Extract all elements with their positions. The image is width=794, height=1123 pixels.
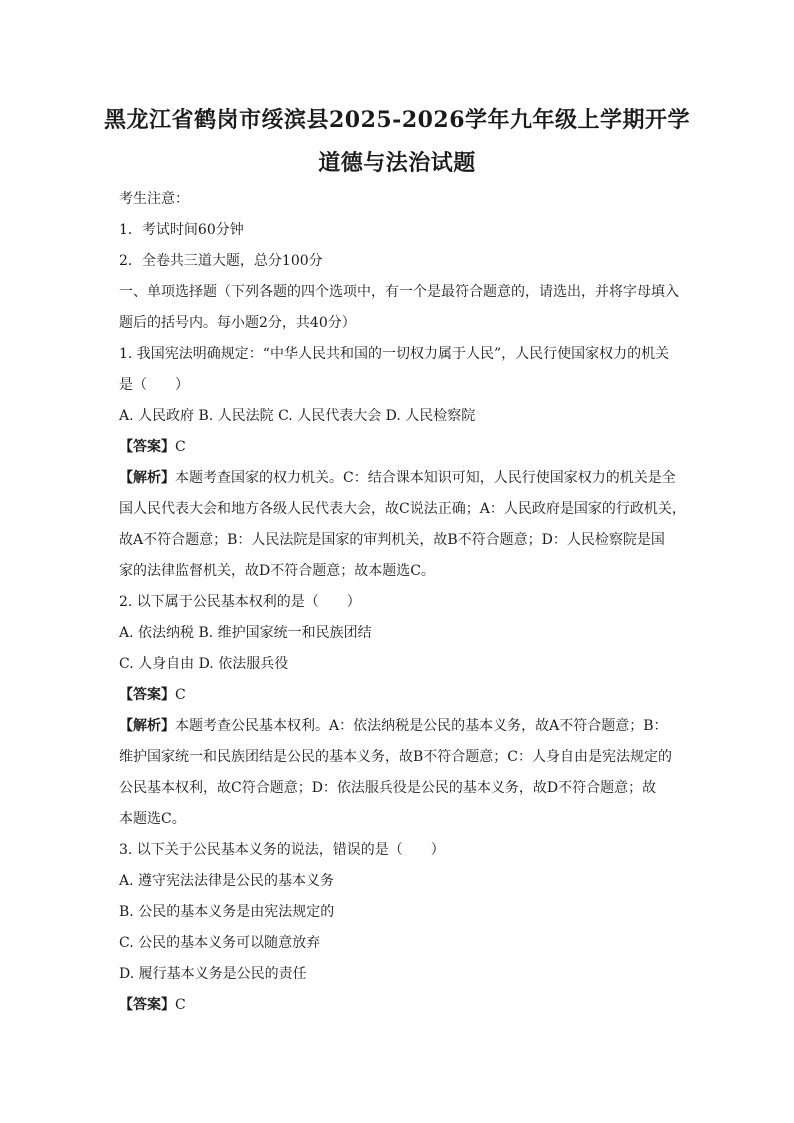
section1-instruction-line2: 题后的括号内。每小题2分，共40分）: [119, 315, 356, 331]
q3-answer-tag: 【答案】: [119, 997, 175, 1013]
q2-analysis-tag: 【解析】: [119, 718, 175, 734]
q1-analysis-line1: [119, 463, 679, 494]
section1-instruction-line1: 一、单项选择题（下列各题的四个选项中，有一个是最符合题意的，请选出，并将字母填入: [119, 284, 679, 300]
q1-stem-line2: 是（ ）: [119, 377, 189, 393]
q2-analysis-line2: 维护国家统一和民族团结是公民的基本义务，故B不符合题意；C：人身自由是宪法规定的: [119, 749, 672, 765]
q1-analysis-line2: 国人民代表大会和地方各级人民代表大会，故C说法正确；A：人民政府是国家的行政机关，: [119, 501, 686, 517]
q1-answer-tag: 【答案】: [119, 439, 175, 455]
notice-item-2: 2．全卷共三道大题，总分100分: [119, 253, 323, 269]
q3-answer-value: C: [175, 997, 186, 1013]
document-title-line1: 黑龙江省鹤岗市绥滨县2025-2026学年九年级上学期开学: [103, 107, 691, 133]
q3-option-d: D. 履行基本义务是公民的责任: [119, 966, 307, 982]
document-body: [119, 184, 686, 1021]
q1-options: A. 人民政府 B. 人民法院 C. 人民代表大会 D. 人民检察院: [119, 408, 476, 424]
q2-analysis-line3: 公民基本权利，故C符合题意；D：依法服兵役是公民的基本义务，故D不符合题意；故: [119, 780, 657, 796]
q1-answer: [119, 432, 679, 463]
document-title-line2: 道德与法治试题: [318, 150, 476, 176]
q1-analysis-line3: 故A不符合题意；B：人民法院是国家的审判机关，故B不符合题意；D：人民检察院是国: [119, 532, 665, 548]
q2-analysis-line1: [119, 711, 679, 742]
q3-option-a: A. 遵守宪法法律是公民的基本义务: [119, 873, 335, 889]
q2-analysis-line4: 本题选C。: [119, 811, 186, 827]
q3-option-b: B. 公民的基本义务是由宪法规定的: [119, 904, 335, 920]
q2-options-line2: C. 人身自由 D. 依法服兵役: [119, 656, 289, 672]
notice-item-1: 1．考试时间60分钟: [119, 222, 244, 238]
q2-answer-tag: 【答案】: [119, 687, 175, 703]
q1-analysis-tag: 【解析】: [119, 470, 175, 486]
q2-answer: [119, 680, 679, 711]
notice-heading: 考生注意：: [119, 191, 189, 207]
q2-analysis-text1: 本题考查公民基本权利。A：依法纳税是公民的基本义务，故A不符合题意；B：: [175, 718, 668, 734]
q1-stem-line1: 1. 我国宪法明确规定：“中华人民共和国的一切权力属于人民”，人民行使国家权力的机关: [119, 346, 670, 362]
q2-options-line1: A. 依法纳税 B. 维护国家统一和民族团结: [119, 625, 372, 641]
q3-option-c: C. 公民的基本义务可以随意放弃: [119, 935, 321, 951]
q1-analysis-line4: 家的法律监督机关，故D不符合题意；故本题选C。: [119, 563, 435, 579]
q1-analysis-text1: 本题考查国家的权力机关。C：结合课本知识可知，人民行使国家权力的机关是全: [175, 470, 676, 486]
q1-answer-value: C: [175, 439, 186, 455]
q3-stem: 3. 以下关于公民基本义务的说法，错误的是（ ）: [119, 842, 445, 858]
q2-answer-value: C: [175, 687, 186, 703]
q3-answer: [119, 990, 679, 1021]
q2-stem: 2. 以下属于公民基本权利的是（ ）: [119, 594, 361, 610]
